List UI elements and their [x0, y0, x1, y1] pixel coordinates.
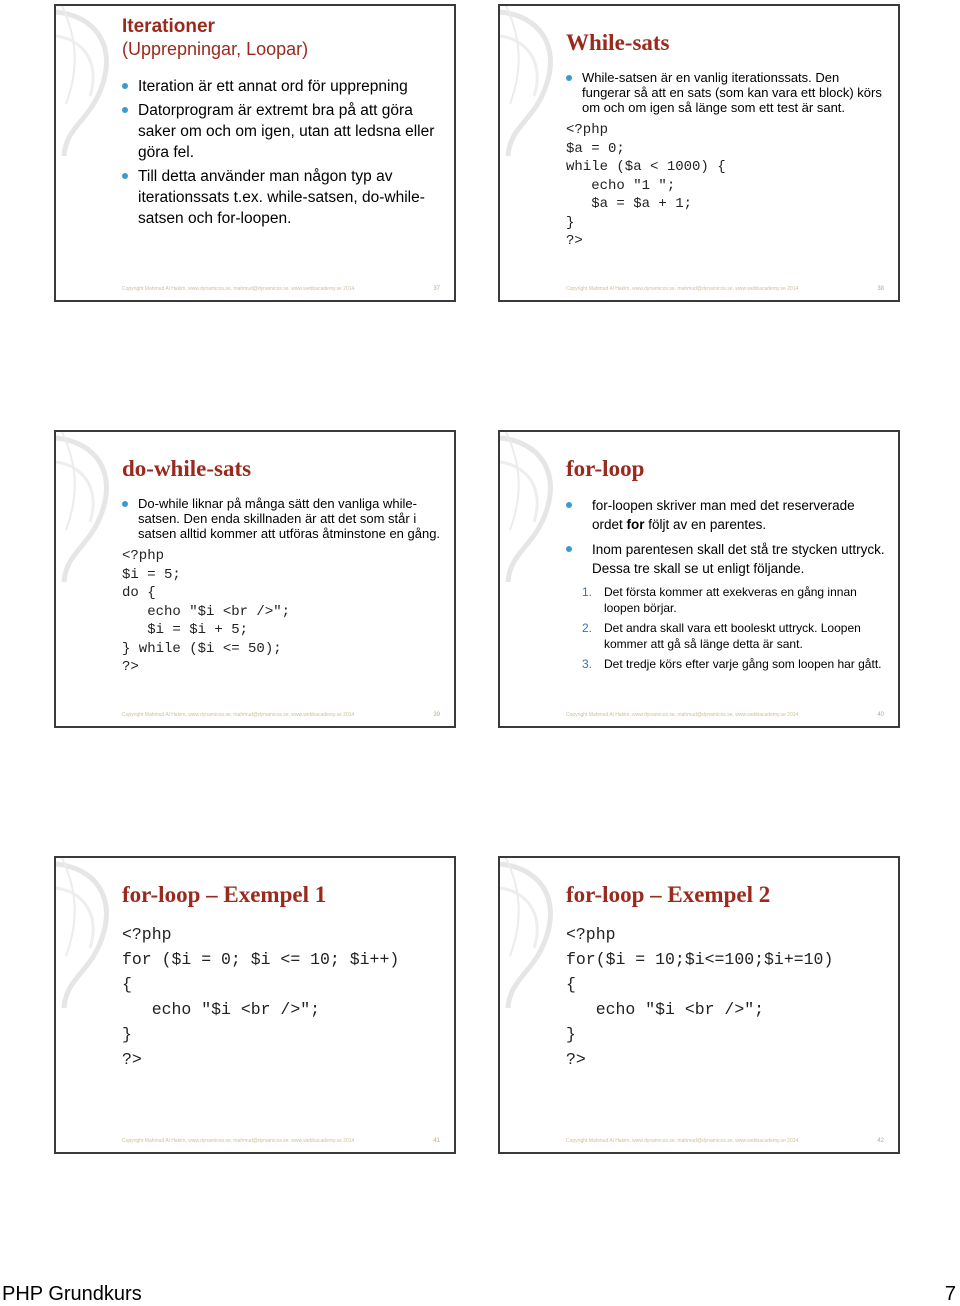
- code-block: <?php for($i = 10;$i<=100;$i+=10) { echo "$i <br />"; } ?>: [566, 925, 834, 1069]
- slide-title: for-loop – Exempel 1: [122, 882, 327, 907]
- bullet-list: [122, 76, 442, 229]
- slide-footer: [566, 710, 884, 720]
- copyright-text: Copyright Mahmud Al Hakim, www.dynamicos.se, mahmud@dynamicos.se, www.webbacademy.se 2014: [566, 1138, 799, 1144]
- bullet-list: [566, 70, 886, 115]
- code-block: <?php $a = 0; while ($a < 1000) { echo "1 "; $a = $a + 1; } ?>: [566, 122, 726, 249]
- slide-subtitle: (Upprepningar, Loopar): [122, 39, 309, 59]
- slide-title: for-loop – Exempel 2: [566, 882, 771, 907]
- slide-footer: [122, 284, 440, 294]
- copyright-text: Copyright Mahmud Al Hakim, www.dynamicos.se, mahmud@dynamicos.se, www.webbacademy.se 2014: [122, 1138, 355, 1144]
- slide-content: [566, 868, 886, 1072]
- slide-title: While-sats: [566, 30, 670, 55]
- slide-content: [122, 16, 442, 235]
- copyright-text: Copyright Mahmud Al Hakim, www.dynamicos.se, mahmud@dynamicos.se, www.webbacademy.se 2014: [566, 286, 799, 292]
- decorative-swirl-icon: [500, 858, 574, 1152]
- copyright-text: Copyright Mahmud Al Hakim, www.dynamicos.se, mahmud@dynamicos.se, www.webbacademy.se 2014: [122, 712, 355, 718]
- slide-footer: [122, 710, 440, 720]
- page-number: 7: [944, 1283, 956, 1305]
- slide-content: [566, 442, 886, 676]
- bullet-item: Till detta använder man någon typ av iterationssats t.ex. while-satsen, do-while-satsen och for-loopen.: [122, 166, 442, 229]
- slide-42: [498, 856, 900, 1154]
- list-item: 1. Det första kommer att exekveras en gång innan loopen börjar.: [582, 585, 857, 615]
- decorative-swirl-icon: [56, 6, 130, 300]
- decorative-swirl-icon: [56, 858, 130, 1152]
- bullet-item: Datorprogram är extremt bra på att göra saker om och om igen, utan att ledsna eller göra fel.: [122, 100, 442, 163]
- slide-footer: [566, 284, 884, 294]
- slide-footer: [122, 1136, 440, 1146]
- copyright-text: Copyright Mahmud Al Hakim, www.dynamicos.se, mahmud@dynamicos.se, www.webbacademy.se 2014: [122, 286, 355, 292]
- slide-number: 38: [877, 286, 884, 292]
- bullet-item: Iteration är ett annat ord för upprepning: [122, 76, 442, 97]
- slide-title: for-loop: [566, 456, 645, 481]
- slide-number: 40: [877, 712, 884, 718]
- list-item: 2. Det andra skall vara ett booleskt uttryck. Loopen kommer att gå så länge detta är sant.: [582, 621, 861, 651]
- bullet-list: [566, 496, 886, 578]
- slide-title: Iterationer (Upprepningar, Loopar): [122, 16, 442, 60]
- decorative-swirl-icon: [500, 6, 574, 300]
- slide-number: 37: [433, 286, 440, 292]
- bullet-item: for-loopen skriver man med det reserverade ordet for följt av en parentes.: [566, 496, 886, 534]
- code-block: <?php for ($i = 0; $i <= 10; $i++) { echo "$i <br />"; } ?>: [122, 925, 400, 1069]
- slide-40: [498, 430, 900, 728]
- slide-content: [122, 868, 442, 1072]
- slide-41: [54, 856, 456, 1154]
- copyright-text: Copyright Mahmud Al Hakim, www.dynamicos.se, mahmud@dynamicos.se, www.webbacademy.se 2014: [566, 712, 799, 718]
- decorative-swirl-icon: [56, 432, 130, 726]
- slide-number: 39: [433, 712, 440, 718]
- keyword-for: for: [626, 517, 645, 532]
- document-title: PHP Grundkurs: [2, 1283, 142, 1305]
- slide-footer: [566, 1136, 884, 1146]
- bullet-list: [122, 496, 442, 541]
- slide-38: [498, 4, 900, 302]
- slide-39: [54, 430, 456, 728]
- bullet-item: Do-while liknar på många sätt den vanliga while-satsen. Den enda skillnaden är att det som står i satsen alltid kommer att utföras åtminstone en gång.: [122, 496, 442, 541]
- slide-number: 42: [877, 1138, 884, 1144]
- numbered-list: [566, 584, 886, 672]
- list-item: 3. Det tredje körs efter varje gång som loopen har gått.: [582, 657, 882, 671]
- slide-content: [566, 16, 886, 251]
- code-block: <?php $i = 5; do { echo "$i <br />"; $i = $i + 5; } while ($i <= 50); ?>: [122, 548, 291, 675]
- slide-content: [122, 442, 442, 677]
- slide-title: do-while-sats: [122, 456, 252, 481]
- decorative-swirl-icon: [500, 432, 574, 726]
- bullet-item: Inom parentesen skall det stå tre stycken uttryck. Dessa tre skall se ut enligt följande.: [566, 540, 886, 578]
- slide-37: [54, 4, 456, 302]
- bullet-item: While-satsen är en vanlig iterationssats. Den fungerar så att en sats (som kan vara ett block) körs om och om igen så länge som ett test är sant.: [566, 70, 886, 115]
- slide-number: 41: [433, 1138, 440, 1144]
